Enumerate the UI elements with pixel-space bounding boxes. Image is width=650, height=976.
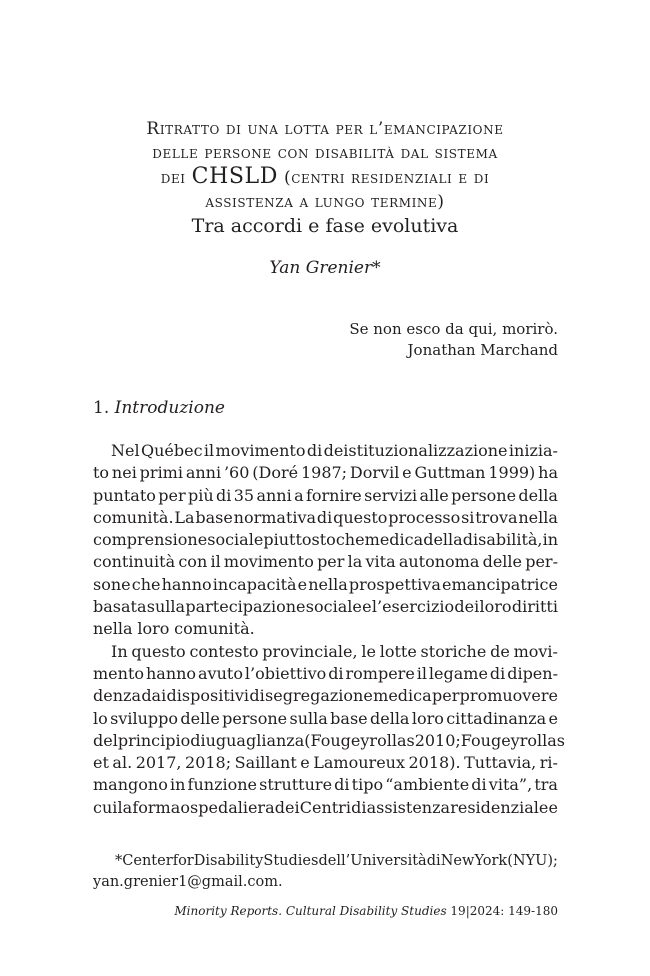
title-line-1: Ritratto di una lotta per l’emancipazione	[146, 119, 504, 139]
epigraph-quote: Se non esco da qui, morirò.	[349, 320, 558, 338]
article-title	[80, 117, 570, 214]
section-title: Introduzione	[114, 398, 225, 418]
footnote	[93, 851, 558, 893]
title-line-4: assistenza a lungo termine)	[205, 192, 445, 212]
body-line: mangono in funzione strutture di tipo “ambiente di vita”, tra	[93, 775, 558, 795]
body-text	[93, 440, 565, 819]
epigraph-attribution: Jonathan Marchand	[407, 341, 558, 359]
body-line: denza dai dispositivi di segregazione medica per promuovere	[93, 686, 558, 706]
issue-pages: 19|2024: 149-180	[446, 904, 558, 918]
body-line: continuità con il movimento per la vita autonoma delle per-	[93, 552, 558, 572]
title-line-3-post: (centri residenziali e di	[278, 168, 490, 188]
body-line: basata sulla partecipazione sociale e l’esercizio dei loro diritti	[93, 597, 558, 617]
title-line-3	[80, 165, 570, 190]
body-line: del principio di uguaglianza (Fougeyrollas 2010; Fougeyrollas	[93, 730, 565, 750]
title-line-3-pre: dei	[160, 168, 192, 188]
body-line: In questo contesto provinciale, le lotte storiche de movi-	[111, 641, 558, 661]
body-line: et al. 2017, 2018; Saillant e Lamoureux 2018). Tuttavia, ri-	[93, 753, 558, 773]
epigraph	[349, 319, 558, 361]
article-subtitle: Tra accordi e fase evolutiva	[191, 215, 459, 237]
body-line: cui la forma ospedaliera dei Centri di assistenza residenziale e	[93, 797, 558, 817]
body-line: to nei primi anni ’60 (Doré 1987; Dorvil e Guttman 1999) ha	[93, 463, 558, 483]
journal-name: Minority Reports. Cultural Disability Studies	[174, 904, 447, 918]
author-name: Yan Grenier*	[269, 258, 381, 278]
title-line-2: delle persone con disabilità dal sistema	[152, 143, 498, 163]
title-acronym: CHSLD	[191, 164, 278, 189]
body-line: sone che hanno incapacità e nella prospettiva emancipatrice	[93, 574, 558, 594]
body-line: Nel Québec il movimento di deistituzionalizzazione inizia-	[111, 441, 558, 460]
body-line: nella loro comunità.	[93, 619, 255, 639]
body-line: comprensione sociale piuttosto che medica della disabilità, in	[93, 530, 558, 550]
footnote-line-2: yan.grenier1@gmail.com.	[93, 874, 283, 890]
section-heading	[93, 398, 225, 418]
body-line: mento hanno avuto l’obiettivo di rompere il legame di dipen-	[93, 663, 558, 683]
section-number: 1.	[93, 398, 110, 418]
body-line: puntato per più di 35 anni a fornire servizi alle persone della	[93, 485, 558, 505]
body-line: comunità. La base normativa di questo processo si trova nella	[93, 507, 558, 527]
footnote-line-1: * Center for Disability Studies dell’Università di New York (NYU);	[115, 853, 558, 869]
page-footer	[174, 904, 558, 918]
body-line: lo sviluppo delle persone sulla base della loro cittadinanza e	[93, 708, 558, 728]
